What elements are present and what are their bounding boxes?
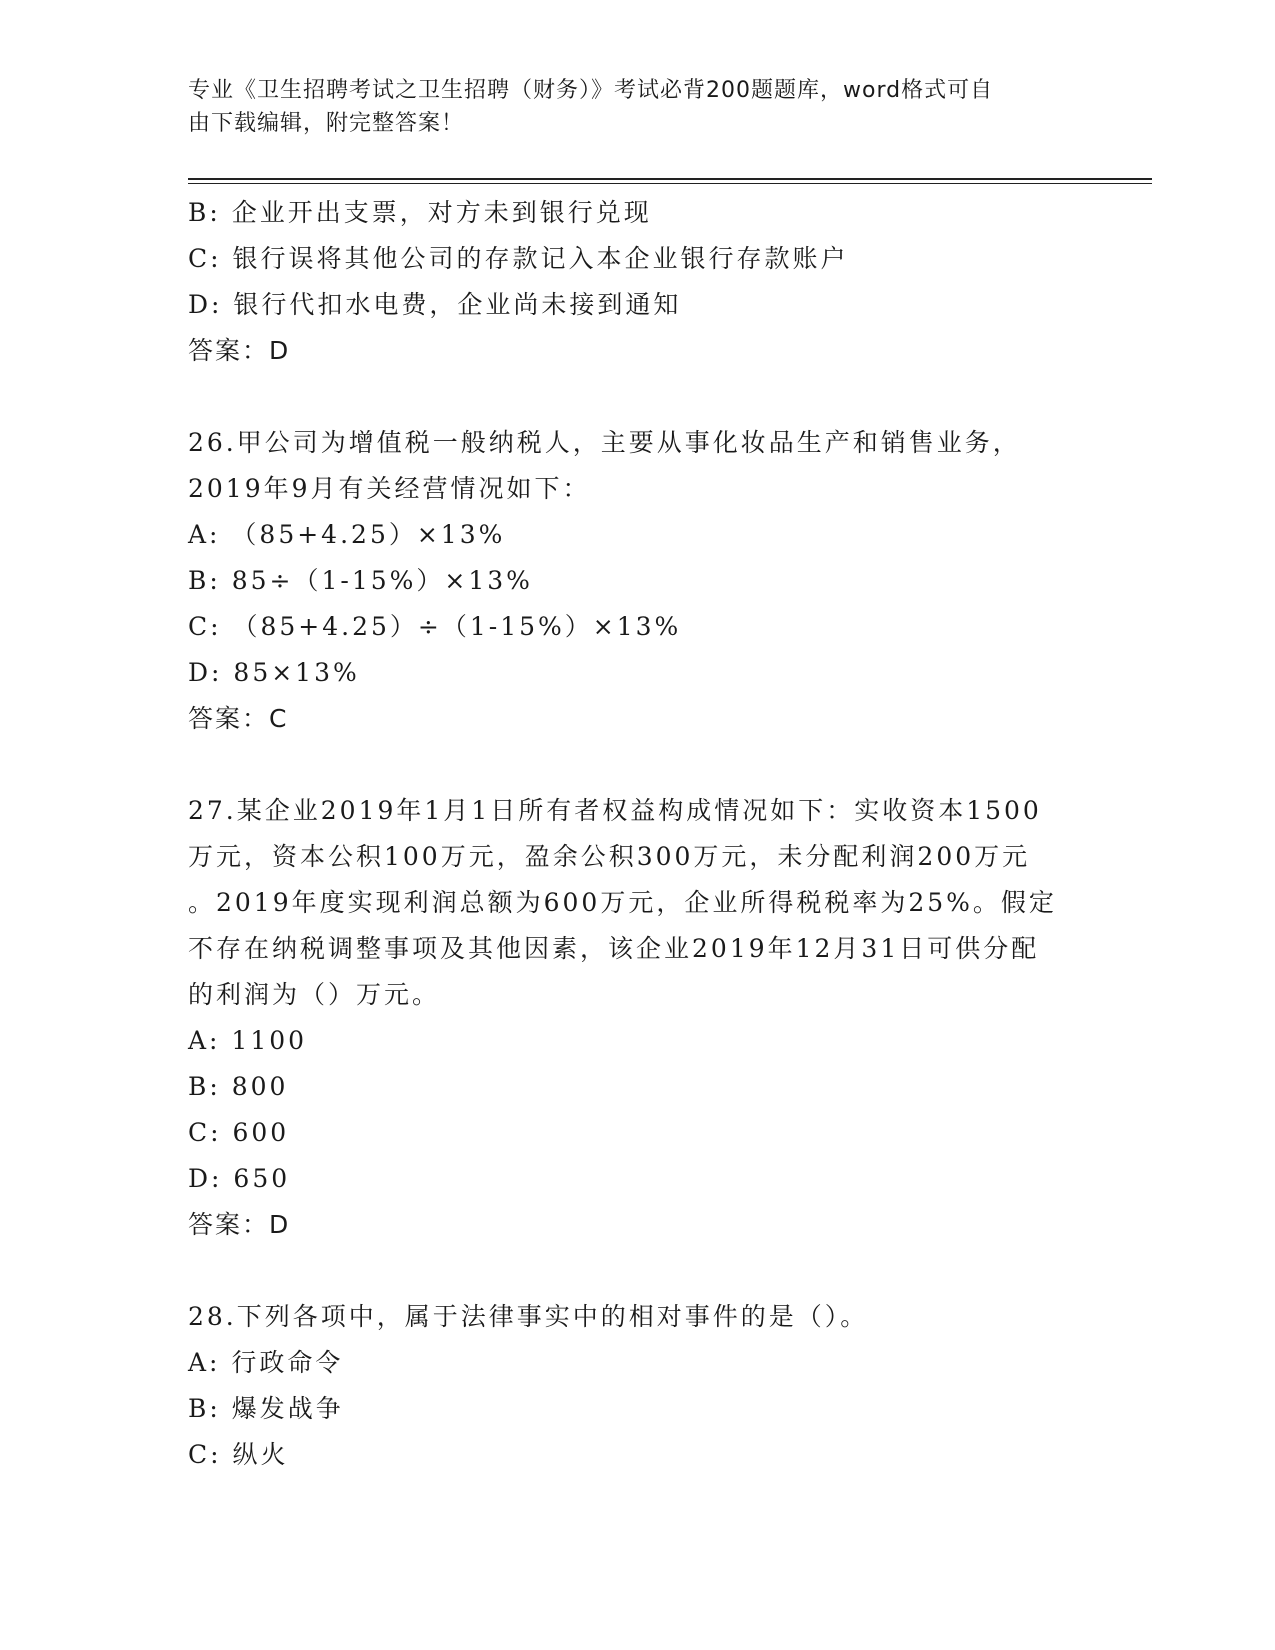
question-28 bbox=[188, 1294, 1078, 1478]
question-text: 。2019年度实现利润总额为600万元，企业所得税税率为25%。假定 bbox=[188, 888, 1057, 917]
question-content bbox=[188, 190, 1078, 1478]
option-b: B: 800 bbox=[188, 1072, 289, 1101]
option-d: D: 650 bbox=[188, 1164, 291, 1193]
question-27 bbox=[188, 788, 1078, 1248]
option-c: C: （85+4.25）÷（1-15%）×13% bbox=[188, 612, 682, 641]
option-a: A: 1100 bbox=[188, 1026, 308, 1055]
header-line-1: 专业《卫生招聘考试之卫生招聘（财务）》考试必背200题题库，word格式可自 bbox=[188, 78, 994, 103]
spacer bbox=[188, 742, 1078, 788]
question-25-tail bbox=[188, 190, 1078, 374]
spacer bbox=[188, 1248, 1078, 1294]
option-c: C: 纵火 bbox=[188, 1440, 289, 1469]
option-a: A: 行政命令 bbox=[188, 1348, 344, 1377]
question-text: 2019年9月有关经营情况如下： bbox=[188, 474, 591, 503]
option-c: C: 600 bbox=[188, 1118, 290, 1147]
question-text: 的利润为（）万元。 bbox=[188, 980, 441, 1009]
option-d: D: 85×13% bbox=[188, 658, 360, 687]
option-b: B: 企业开出支票，对方未到银行兑现 bbox=[188, 198, 652, 227]
header-line-2: 由下载编辑，附完整答案！ bbox=[188, 111, 465, 136]
question-26 bbox=[188, 420, 1078, 742]
header-rule-thick bbox=[188, 178, 1152, 180]
question-text: 26.甲公司为增值税一般纳税人，主要从事化妆品生产和销售业务， bbox=[188, 428, 1021, 457]
question-text: 不存在纳税调整事项及其他因素，该企业2019年12月31日可供分配 bbox=[188, 934, 1040, 963]
answer-line: 答案：D bbox=[188, 1210, 291, 1239]
question-text: 27.某企业2019年1月1日所有者权益构成情况如下：实收资本1500 bbox=[188, 796, 1042, 825]
answer-line: 答案：C bbox=[188, 704, 289, 733]
option-d: D: 银行代扣水电费，企业尚未接到通知 bbox=[188, 290, 682, 319]
question-text: 28.下列各项中，属于法律事实中的相对事件的是（）。 bbox=[188, 1302, 869, 1331]
header-rule-thin bbox=[188, 183, 1152, 184]
question-text: 万元，资本公积100万元，盈余公积300万元，未分配利润200万元 bbox=[188, 842, 1031, 871]
option-b: B: 85÷（1-15%）×13% bbox=[188, 566, 533, 595]
option-a: A: （85+4.25）×13% bbox=[188, 520, 506, 549]
document-header bbox=[188, 74, 1068, 140]
spacer bbox=[188, 374, 1078, 420]
option-b: B: 爆发战争 bbox=[188, 1394, 344, 1423]
answer-line: 答案：D bbox=[188, 336, 291, 365]
option-c: C: 银行误将其他公司的存款记入本企业银行存款账户 bbox=[188, 244, 849, 273]
